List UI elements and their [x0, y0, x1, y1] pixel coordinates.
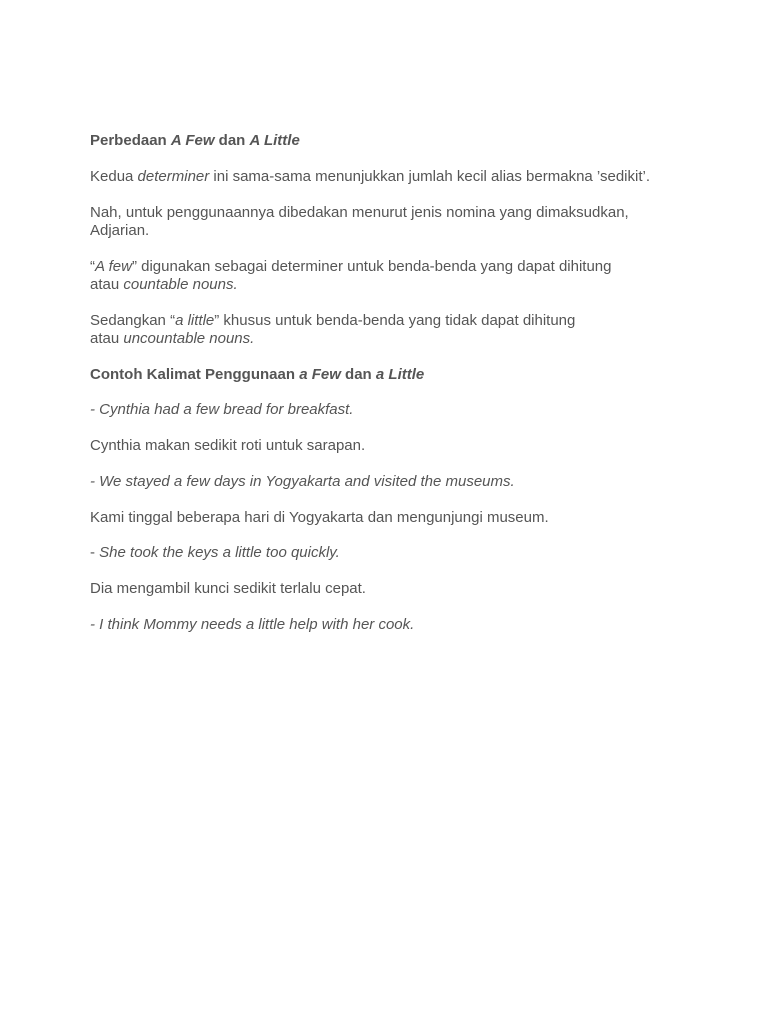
- paragraph-italic-term: countable nouns.: [123, 276, 238, 293]
- paragraph-text: ” khusus untuk benda-benda yang tidak dapat dihitung: [214, 312, 576, 329]
- example-sentence-english: - We stayed a few days in Yogyakarta and visited the museums.: [90, 473, 515, 490]
- paragraph-italic-term: A few: [95, 258, 132, 275]
- section-heading-difference: [90, 132, 680, 150]
- paragraph-line: Nah, untuk penggunaannya dibedakan menurut jenis nomina yang dimaksudkan,: [90, 204, 629, 221]
- heading-connector: dan: [340, 366, 376, 383]
- paragraph-text: atau: [90, 276, 124, 293]
- heading-term-a-few: A Few: [170, 132, 215, 149]
- paragraph-a-few: [90, 258, 680, 294]
- example-sentence-english: [90, 544, 680, 562]
- example-sentence-english: - I think Mommy needs a little help with her cook.: [90, 616, 415, 633]
- example-sentence-text: She took the keys a little too quickly.: [99, 544, 340, 561]
- example-bullet: -: [90, 544, 100, 561]
- paragraph-determiner: [90, 168, 680, 186]
- paragraph-a-little: [90, 312, 680, 348]
- example-sentence-translation: Kami tinggal beberapa hari di Yogyakarta dan mengunjungi museum.: [90, 509, 549, 526]
- heading-term-a-little: A Little: [249, 132, 300, 149]
- heading-prefix: Contoh Kalimat Penggunaan: [90, 366, 300, 383]
- paragraph-line: Adjarian.: [90, 222, 150, 239]
- heading-term-a-few: a Few: [299, 366, 341, 383]
- example-sentence-translation: Cynthia makan sedikit roti untuk sarapan.: [90, 437, 366, 454]
- paragraph-usage: [90, 204, 680, 240]
- paragraph-text: atau: [90, 330, 124, 347]
- document-page: [90, 132, 680, 634]
- example-sentence-translation: Dia mengambil kunci sedikit terlalu cepat.: [90, 580, 366, 597]
- example-sentence-english: - Cynthia had a few bread for breakfast.: [90, 401, 354, 418]
- paragraph-text: Kedua: [90, 168, 138, 185]
- paragraph-text: Sedangkan “: [90, 312, 176, 329]
- section-heading-examples: [90, 366, 680, 384]
- paragraph-italic-term: determiner: [137, 168, 210, 185]
- paragraph-text: ini sama-sama menunjukkan jumlah kecil alias bermakna ’sedikit’.: [209, 168, 650, 185]
- heading-connector: dan: [214, 132, 250, 149]
- heading-prefix: Perbedaan: [90, 132, 171, 149]
- paragraph-italic-term: a little: [175, 312, 215, 329]
- paragraph-text: ” digunakan sebagai determiner untuk benda-benda yang dapat dihitung: [131, 258, 612, 275]
- paragraph-italic-term: uncountable nouns.: [123, 330, 255, 347]
- paragraph-text: “: [90, 258, 95, 275]
- heading-term-a-little: a Little: [375, 366, 425, 383]
